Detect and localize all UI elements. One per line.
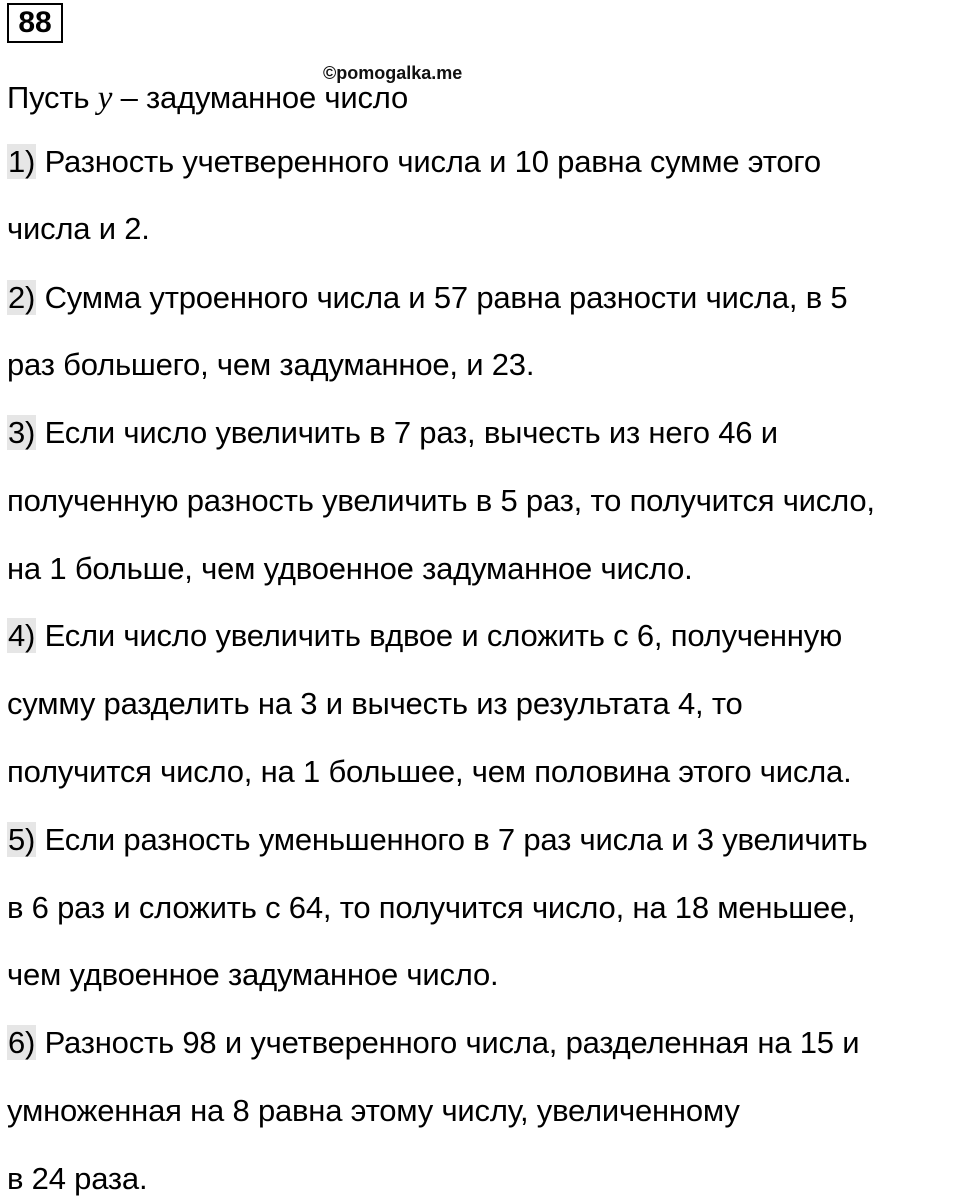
item-6-number: 6) xyxy=(8,1025,36,1060)
item-5-number: 5) xyxy=(8,822,36,857)
item-6-text: Разность 98 и учетверенного числа, разделенная на 15 и xyxy=(36,1025,860,1060)
item-5-line-3: чем удвоенное задуманное число. xyxy=(7,957,499,992)
item-1-text: Разность учетверенного числа и 10 равна сумме этого xyxy=(36,144,821,179)
item-2-number: 2) xyxy=(8,280,36,315)
variable-y: y xyxy=(97,80,113,116)
item-5-line-2: в 6 раз и сложить с 64, то получится число, на 18 меньшее, xyxy=(7,890,856,925)
item-4-number: 4) xyxy=(8,618,36,653)
item-6-line-2: умноженная на 8 равна этому числу, увеличенному xyxy=(7,1093,740,1128)
item-2-line-2: раз большего, чем задуманное, и 23. xyxy=(7,347,535,382)
watermark: ©pomogalka.me xyxy=(323,63,463,83)
item-3-line-2: полученную разность увеличить в 5 раз, то получится число, xyxy=(7,483,875,518)
item-5-line-1 xyxy=(7,820,868,860)
item-2-line-1 xyxy=(7,278,847,318)
item-4-line-1 xyxy=(7,616,842,656)
item-1-number: 1) xyxy=(8,144,36,179)
item-6-line-3: в 24 раза. xyxy=(7,1161,148,1196)
intro-text-before: Пусть xyxy=(7,80,98,115)
item-3-text: Если число увеличить в 7 раз, вычесть из него 46 и xyxy=(36,415,778,450)
item-4-line-2: сумму разделить на 3 и вычесть из результата 4, то xyxy=(7,686,743,721)
item-1-line-2: числа и 2. xyxy=(7,211,150,246)
item-3-number: 3) xyxy=(8,415,36,450)
item-3-line-1 xyxy=(7,413,778,453)
item-2-text: Сумма утроенного числа и 57 равна разности числа, в 5 xyxy=(36,280,848,315)
item-1-line-1 xyxy=(7,142,821,182)
intro-text-after: – задуманное число xyxy=(112,80,409,115)
item-4-text: Если число увеличить вдвое и сложить с 6, полученную xyxy=(36,618,843,653)
item-4-line-3: получится число, на 1 большее, чем половина этого числа. xyxy=(7,754,852,789)
item-6-line-1 xyxy=(7,1023,859,1063)
intro-line xyxy=(7,78,408,118)
item-3-line-3: на 1 больше, чем удвоенное задуманное число. xyxy=(7,551,693,586)
task-number-box: 88 xyxy=(7,3,63,43)
item-5-text: Если разность уменьшенного в 7 раз числа и 3 увеличить xyxy=(36,822,868,857)
